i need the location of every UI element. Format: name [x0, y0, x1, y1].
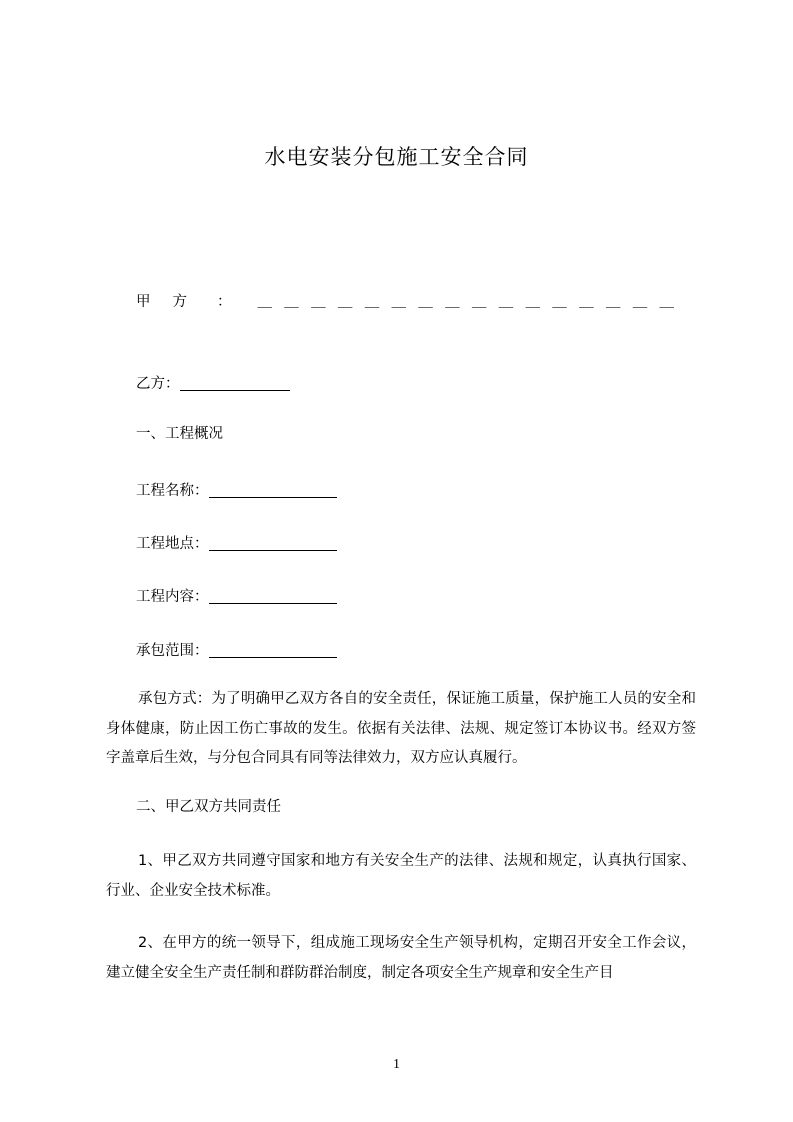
field-project-name: [136, 478, 337, 501]
party-a-blank: ＿＿＿＿＿＿＿＿＿＿＿＿＿＿＿＿: [257, 294, 687, 310]
section2-heading: 二、甲乙双方共同责任: [136, 799, 281, 815]
page-number: 1: [393, 1057, 400, 1072]
contract-method-paragraph: 承包方式：为了明确甲乙双方各自的安全责任，保证施工质量，保护施工人员的安全和身体健康，防止因工伤亡事故的发生。依据有关法律、法规、规定签订本协议书。经双方签字盖章后生效，与分包合同具有同等法律效力，双方应认真履行。: [106, 691, 696, 766]
field-label: 工程内容：: [136, 589, 209, 605]
field-blank: [209, 587, 337, 604]
field-blank: [209, 481, 337, 498]
party-a-label: 甲方: [136, 294, 209, 310]
section2-item-2: 2、在甲方的统一领导下，组成施工现场安全生产领导机构，定期召开安全工作会议，建立健全安全生产责任制和群防群治制度，制定各项安全生产规章和安全生产目: [106, 935, 696, 981]
party-b-line: [136, 371, 290, 394]
field-label: 工程地点：: [136, 536, 209, 552]
field-project-content: [136, 584, 337, 607]
field-label: 承包范围：: [136, 643, 209, 659]
party-a-colon: ：: [217, 294, 232, 310]
section1-heading: 一、工程概况: [136, 426, 223, 442]
party-a-line: [136, 292, 706, 312]
page-title: 水电安装分包施工安全合同: [264, 145, 529, 169]
party-b-blank: [180, 374, 290, 391]
party-b-label: 乙方：: [136, 376, 180, 392]
field-label: 工程名称：: [136, 483, 209, 499]
field-blank: [209, 641, 337, 658]
field-contract-scope: [136, 638, 337, 661]
section2-item-1: 1、甲乙双方共同遵守国家和地方有关安全生产的法律、法规和规定，认真执行国家、行业、企业安全技术标准。: [106, 853, 696, 899]
field-blank: [209, 534, 337, 551]
field-project-location: [136, 531, 337, 554]
